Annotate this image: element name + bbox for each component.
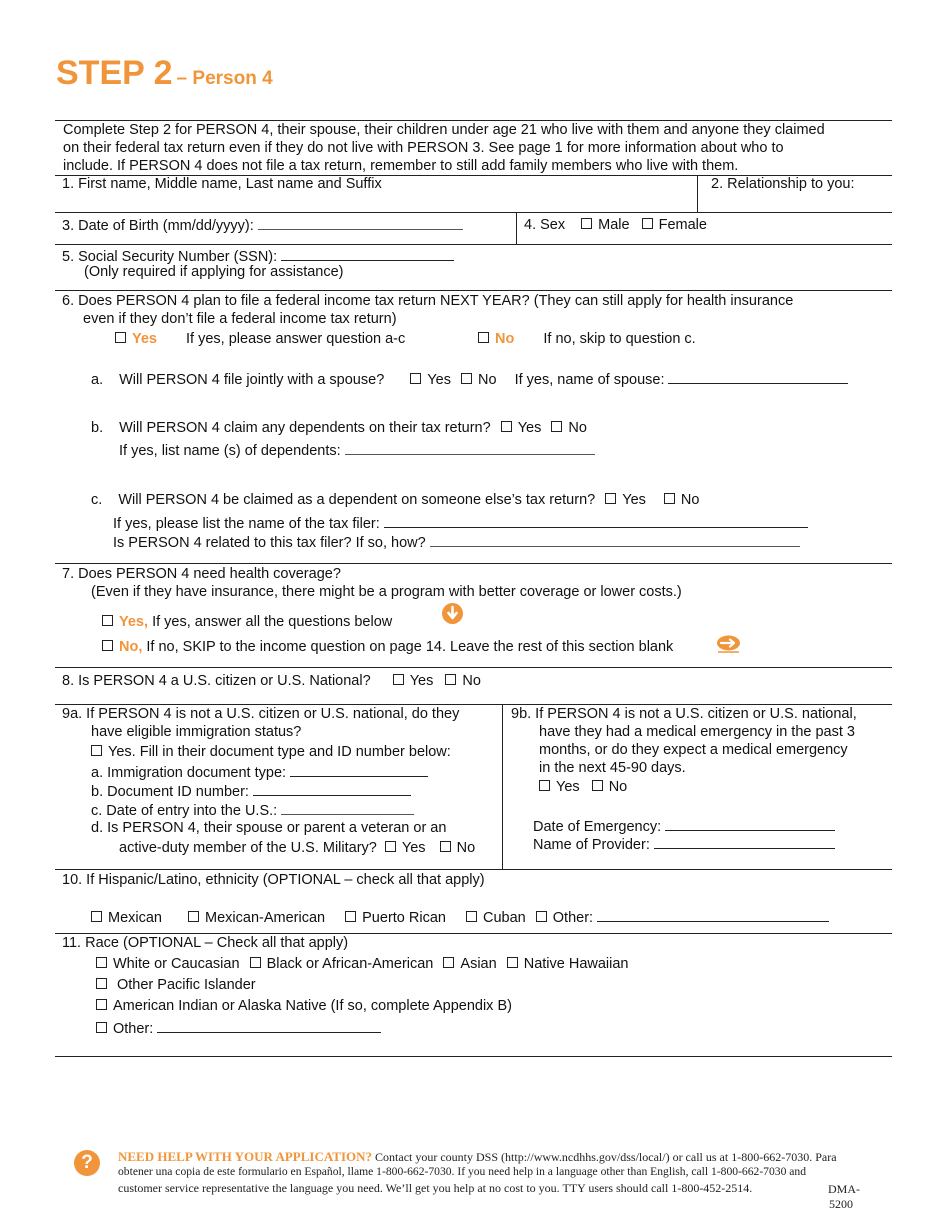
q6-no-option xyxy=(476,331,696,347)
ssn-field[interactable] xyxy=(281,246,454,261)
other-ethnicity-checkbox[interactable] xyxy=(536,911,547,922)
q11-row-1: White or Caucasian Black or African-American Asian Native Hawaiian xyxy=(94,956,629,972)
q1-name-label: 1. First name, Middle name, Last name and Suffix xyxy=(62,176,382,192)
q6b-no-checkbox[interactable] xyxy=(551,421,562,432)
native-hawaiian-checkbox[interactable] xyxy=(507,957,518,968)
q9a-d-2: active-duty member of the U.S. Military? Yes No xyxy=(119,840,476,856)
q6b: b. Will PERSON 4 claim any dependents on their tax return? Yes No xyxy=(91,420,587,436)
q9a-d-yes-checkbox[interactable] xyxy=(385,841,396,852)
q10-label: 10. If Hispanic/Latino, ethnicity (OPTIONAL – check all that apply) xyxy=(62,872,485,888)
q6a-no-checkbox[interactable] xyxy=(461,373,472,384)
american-indian-checkbox[interactable] xyxy=(96,999,107,1010)
mexican-american-checkbox[interactable] xyxy=(188,911,199,922)
q9b-yes-checkbox[interactable] xyxy=(539,780,550,791)
q6b-yes-checkbox[interactable] xyxy=(501,421,512,432)
form-number-2: 5200 xyxy=(829,1197,853,1211)
q6a-yes-checkbox[interactable] xyxy=(410,373,421,384)
intro-line-1: Complete Step 2 for PERSON 4, their spouse, their children under age 21 who live with them and anyone they claimed xyxy=(63,122,825,138)
q6c-no-checkbox[interactable] xyxy=(664,493,675,504)
q2-relationship-label: 2. Relationship to you: xyxy=(711,176,855,192)
q9b-options: Yes No xyxy=(537,779,627,795)
male-checkbox[interactable] xyxy=(581,218,592,229)
q9a-c: c. Date of entry into the U.S.: xyxy=(91,800,414,819)
q7-yes-checkbox[interactable] xyxy=(102,615,113,626)
spouse-name-field[interactable] xyxy=(668,369,848,384)
q4-sex-label: 4. Sex xyxy=(524,217,566,233)
q9b-line-1: 9b. If PERSON 4 is not a U.S. citizen or U.S. national, xyxy=(511,706,857,722)
q6c-follow-2: Is PERSON 4 related to this tax filer? If so, how? xyxy=(113,532,800,551)
dob-field[interactable] xyxy=(258,215,463,230)
q5-ssn: 5. Social Security Number (SSN): xyxy=(62,246,454,265)
provider-name-field[interactable] xyxy=(654,834,835,849)
mexican-checkbox[interactable] xyxy=(91,911,102,922)
footer-line-3: customer service representative the language you need. We’ll get you help at no cost to you. TTY users should call 1-800-452-2514. xyxy=(118,1181,753,1195)
puerto-rican-checkbox[interactable] xyxy=(345,911,356,922)
down-arrow-icon xyxy=(442,603,463,624)
q6-line-2: even if they don’t file a federal income tax return) xyxy=(83,311,397,327)
footer-line-1: NEED HELP WITH YOUR APPLICATION? Contact your county DSS (http://www.ncdhhs.gov/dss/local/) or call us at 1-800-662-7030. Para xyxy=(118,1149,837,1164)
page-title xyxy=(56,54,273,93)
emergency-date-field[interactable] xyxy=(665,816,835,831)
person-label: – Person 4 xyxy=(176,68,273,89)
question-icon: ? xyxy=(74,1150,100,1176)
q9a-d-no-checkbox[interactable] xyxy=(440,841,451,852)
q6-options xyxy=(113,331,405,347)
q5-note: (Only required if applying for assistance) xyxy=(84,264,344,280)
q6b-follow: If yes, list name (s) of dependents: xyxy=(119,440,595,459)
asian-checkbox[interactable] xyxy=(443,957,454,968)
female-checkbox[interactable] xyxy=(642,218,653,229)
q9a-b: b. Document ID number: xyxy=(91,781,411,800)
q9b-line-3: months, or do they expect a medical emergency xyxy=(539,742,848,758)
q6-yes-note: If yes, please answer question a-c xyxy=(186,331,406,347)
intro-line-2: on their federal tax return even if they do not live with PERSON 3. See page 1 for more information about who to xyxy=(63,140,784,156)
q7-line-1: 7. Does PERSON 4 need health coverage? xyxy=(62,566,341,582)
q7-yes: Yes, If yes, answer all the questions below xyxy=(100,614,392,630)
cuban-checkbox[interactable] xyxy=(466,911,477,922)
relation-field[interactable] xyxy=(430,532,800,547)
step-label: STEP 2 xyxy=(56,54,173,92)
q6-yes-checkbox[interactable] xyxy=(115,332,126,343)
q7-no: No, If no, SKIP to the income question on page 14. Leave the rest of this section blank xyxy=(100,639,673,655)
footer-help-heading: NEED HELP WITH YOUR APPLICATION? xyxy=(118,1149,373,1164)
q9b-line-4: in the next 45-90 days. xyxy=(539,760,686,776)
q6c-yes-checkbox[interactable] xyxy=(605,493,616,504)
q11-label: 11. Race (OPTIONAL – Check all that apply) xyxy=(62,935,349,951)
intro-line-3: include. If PERSON 4 does not file a tax return, remember to still add family members who live with them. xyxy=(63,158,739,174)
other-race-checkbox[interactable] xyxy=(96,1022,107,1033)
q9b-date: Date of Emergency: xyxy=(533,816,835,835)
document-type-field[interactable] xyxy=(290,762,428,777)
pacific-islander-checkbox[interactable] xyxy=(96,978,107,989)
q11-pacific: Other Pacific Islander xyxy=(94,977,256,993)
q6-no-note: If no, skip to question c. xyxy=(543,331,696,347)
q10-options: Mexican Mexican-American Puerto Rican Cuban Other: xyxy=(89,907,829,926)
q9b-provider: Name of Provider: xyxy=(533,834,835,853)
entry-date-field[interactable] xyxy=(281,800,414,815)
q8-yes-checkbox[interactable] xyxy=(393,674,404,685)
q11-other: Other: xyxy=(94,1018,381,1037)
q9a-d-1: d. Is PERSON 4, their spouse or parent a veteran or an xyxy=(91,820,447,836)
q9a-line-1: 9a. If PERSON 4 is not a U.S. citizen or U.S. national, do they xyxy=(62,706,460,722)
other-ethnicity-field[interactable] xyxy=(597,907,829,922)
q9a-line-2: have eligible immigration status? xyxy=(91,724,302,740)
q6-no-label: No xyxy=(495,331,515,347)
q6c: c. Will PERSON 4 be claimed as a dependent on someone else’s tax return? Yes No xyxy=(91,492,700,508)
black-checkbox[interactable] xyxy=(250,957,261,968)
q9a-yes-checkbox[interactable] xyxy=(91,745,102,756)
male-label: Male xyxy=(598,217,630,233)
q9b-line-2: have they had a medical emergency in the past 3 xyxy=(539,724,855,740)
female-label: Female xyxy=(658,217,707,233)
q6c-follow-1: If yes, please list the name of the tax filer: xyxy=(113,513,808,532)
tax-filer-field[interactable] xyxy=(384,513,808,528)
q3-dob-label: 3. Date of Birth (mm/dd/yyyy): xyxy=(62,215,463,234)
q8: 8. Is PERSON 4 a U.S. citizen or U.S. National? Yes No xyxy=(62,673,481,689)
form-number-1: DMA- xyxy=(828,1182,860,1196)
footer-line-2: obtener una copia de este formulario en Español, llame 1-800-662-7030. If you need help in a language other than English, call 1-800-662-7030 and xyxy=(118,1165,807,1178)
q4-sex xyxy=(524,217,707,233)
q9a-a: a. Immigration document type: xyxy=(91,762,428,781)
q7-no-checkbox[interactable] xyxy=(102,640,113,651)
white-checkbox[interactable] xyxy=(96,957,107,968)
q9a-yes: Yes. Fill in their document type and ID number below: xyxy=(89,744,451,760)
q9b-no-checkbox[interactable] xyxy=(592,780,603,791)
dependents-field[interactable] xyxy=(345,440,595,455)
q6-no-checkbox[interactable] xyxy=(478,332,489,343)
q6-yes-label: Yes xyxy=(132,331,157,347)
q6a: a. Will PERSON 4 file jointly with a spouse? Yes No If yes, name of spouse: xyxy=(91,369,848,388)
other-race-field[interactable] xyxy=(157,1018,381,1033)
right-arrow-icon xyxy=(716,635,741,654)
document-id-field[interactable] xyxy=(253,781,411,796)
q11-native: American Indian or Alaska Native (If so, complete Appendix B) xyxy=(94,998,512,1014)
q6-line-1: 6. Does PERSON 4 plan to file a federal income tax return NEXT YEAR? (They can still apply for health insurance xyxy=(62,293,794,309)
q7-line-2: (Even if they have insurance, there might be a program with better coverage or lower costs.) xyxy=(91,584,682,600)
q8-no-checkbox[interactable] xyxy=(445,674,456,685)
